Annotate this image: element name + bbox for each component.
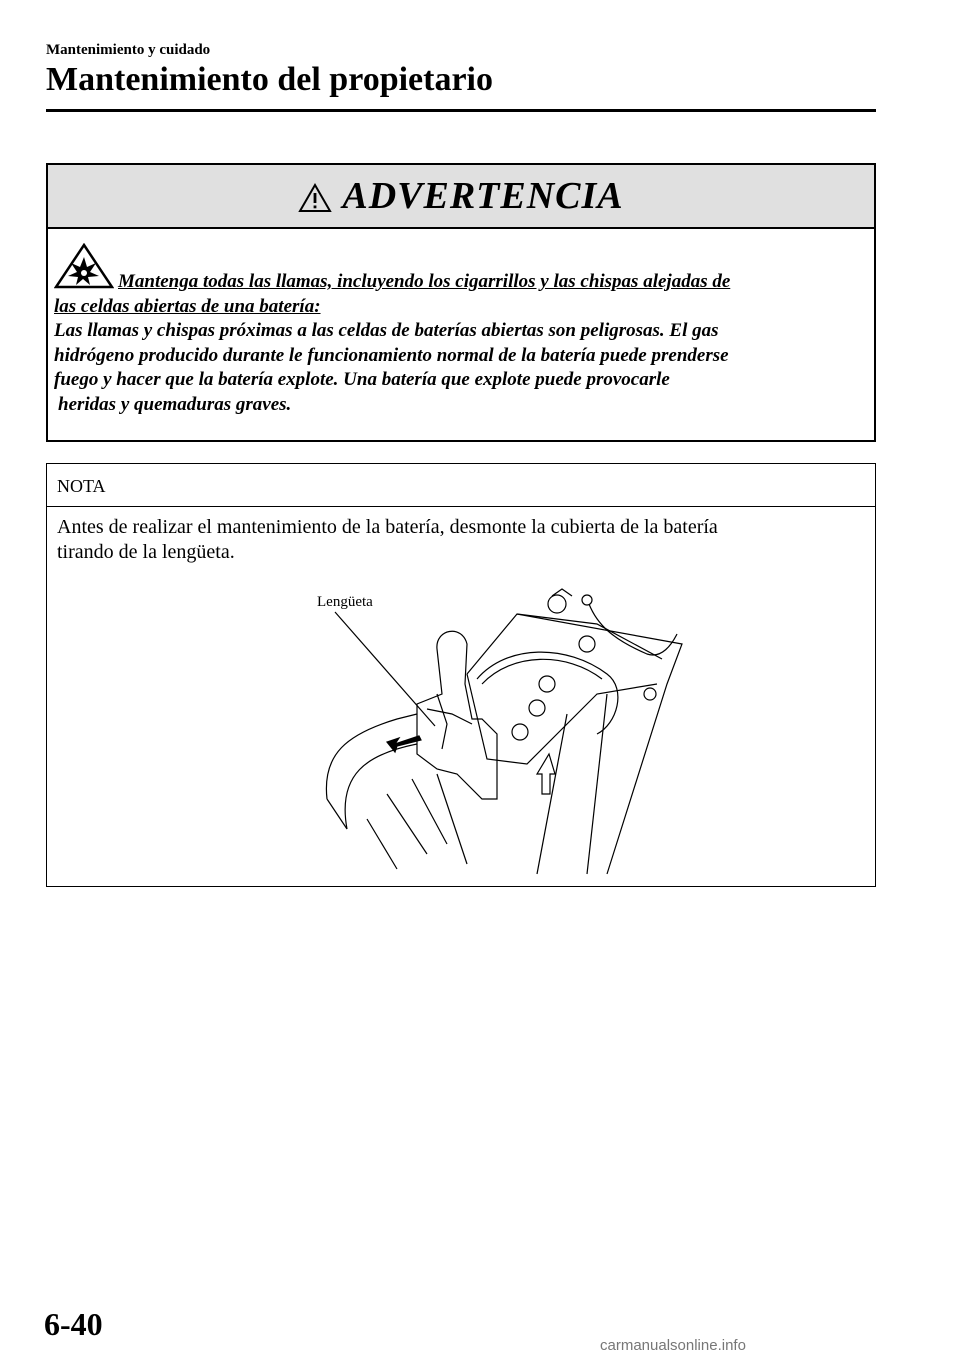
note-text [47,507,875,565]
page-title: Mantenimiento del propietario [46,61,493,98]
lengueta-leader-line [335,612,435,726]
up-arrow-icon [537,754,555,794]
explosion-icon [54,243,114,289]
warning-header [48,165,874,229]
cell-cap-icon [512,724,528,740]
terminal-post-icon [582,595,592,605]
warning-line4: heridas y quemaduras graves. [58,393,292,415]
title-rule [46,109,876,112]
battery-cover [417,631,497,799]
warning-underlined-line2: las celdas abiertas de una batería: [54,295,321,317]
warning-underlined-line1: Mantenga todas las llamas, incluyendo los cigarrillos y las chispas alejadas de [118,271,731,292]
warning-line2: hidrógeno producido durante le funcionamiento normal de la batería puede prenderse [54,344,729,366]
cell-cap-icon [579,636,595,652]
note-line1: Antes de realizar el mantenimiento de la batería, desmonte la cubierta de la batería [57,516,718,538]
warning-line1: Las llamas y chispas próximas a las celdas de baterías abiertas son peligrosas. El gas [54,320,719,341]
terminal-post-icon [548,595,566,613]
battery-cable [477,652,618,734]
warning-heading: ADVERTENCIA [342,175,624,217]
note-heading: NOTA [47,464,875,507]
page-number: 6-40 [44,1306,103,1342]
warning-box [46,163,876,442]
warning-line3: fuego y hacer que la batería explote. Una batería que explote puede provocarle [54,369,670,390]
note-line2: tirando de la lengüeta. [57,541,235,563]
watermark[interactable]: carmanualsonline.info [600,1337,746,1354]
section-label: Mantenimiento y cuidado [46,42,211,58]
bolt-icon [644,688,656,700]
battery-top-edge [467,674,657,764]
warning-triangle-icon [298,183,332,213]
cell-cap-icon [529,700,545,716]
battery-diagram [267,584,687,879]
air-duct [326,714,417,799]
warning-body [48,229,874,417]
note-box [46,463,876,887]
cell-cap-icon [539,676,555,692]
lengueta-label: Lengüeta [317,594,373,610]
